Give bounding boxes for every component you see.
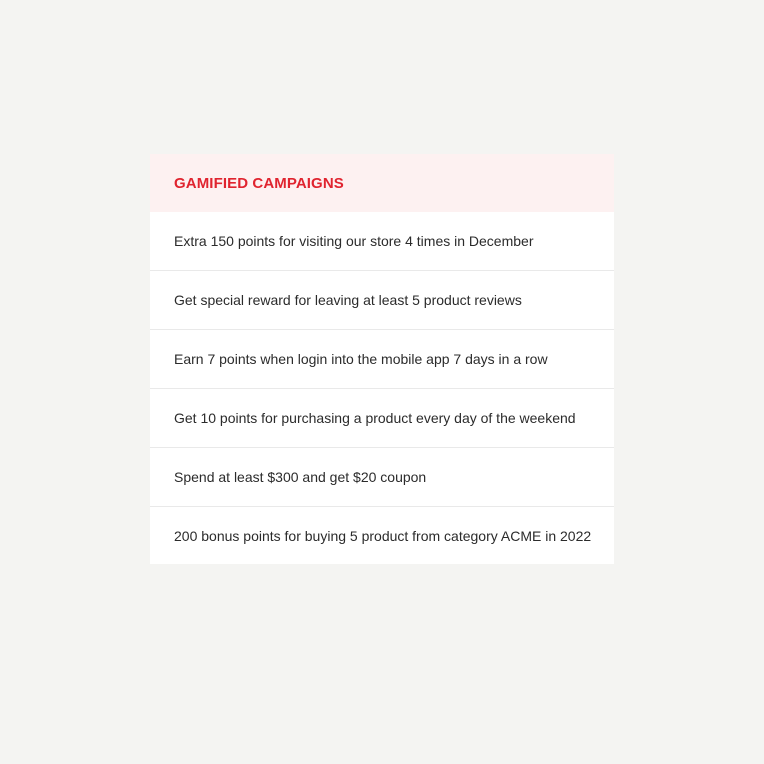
campaign-list	[150, 212, 614, 564]
panel-header	[150, 154, 614, 212]
campaign-item-spend-coupon[interactable]: Spend at least $300 and get $20 coupon	[150, 447, 614, 506]
campaign-item-weekend-purchases[interactable]: Get 10 points for purchasing a product every day of the weekend	[150, 388, 614, 447]
campaign-item-store-visits[interactable]: Extra 150 points for visiting our store 4 times in December	[174, 233, 534, 249]
panel-title: GAMIFIED CAMPAIGNS	[174, 174, 344, 192]
campaign-item-product-reviews[interactable]: Get special reward for leaving at least 5 product reviews	[150, 270, 614, 329]
gamified-campaigns-panel	[150, 154, 614, 564]
campaign-item-app-login-streak[interactable]: Earn 7 points when login into the mobile app 7 days in a row	[150, 329, 614, 388]
campaign-item-category-bonus[interactable]: 200 bonus points for buying 5 product from category ACME in 2022	[150, 506, 614, 564]
